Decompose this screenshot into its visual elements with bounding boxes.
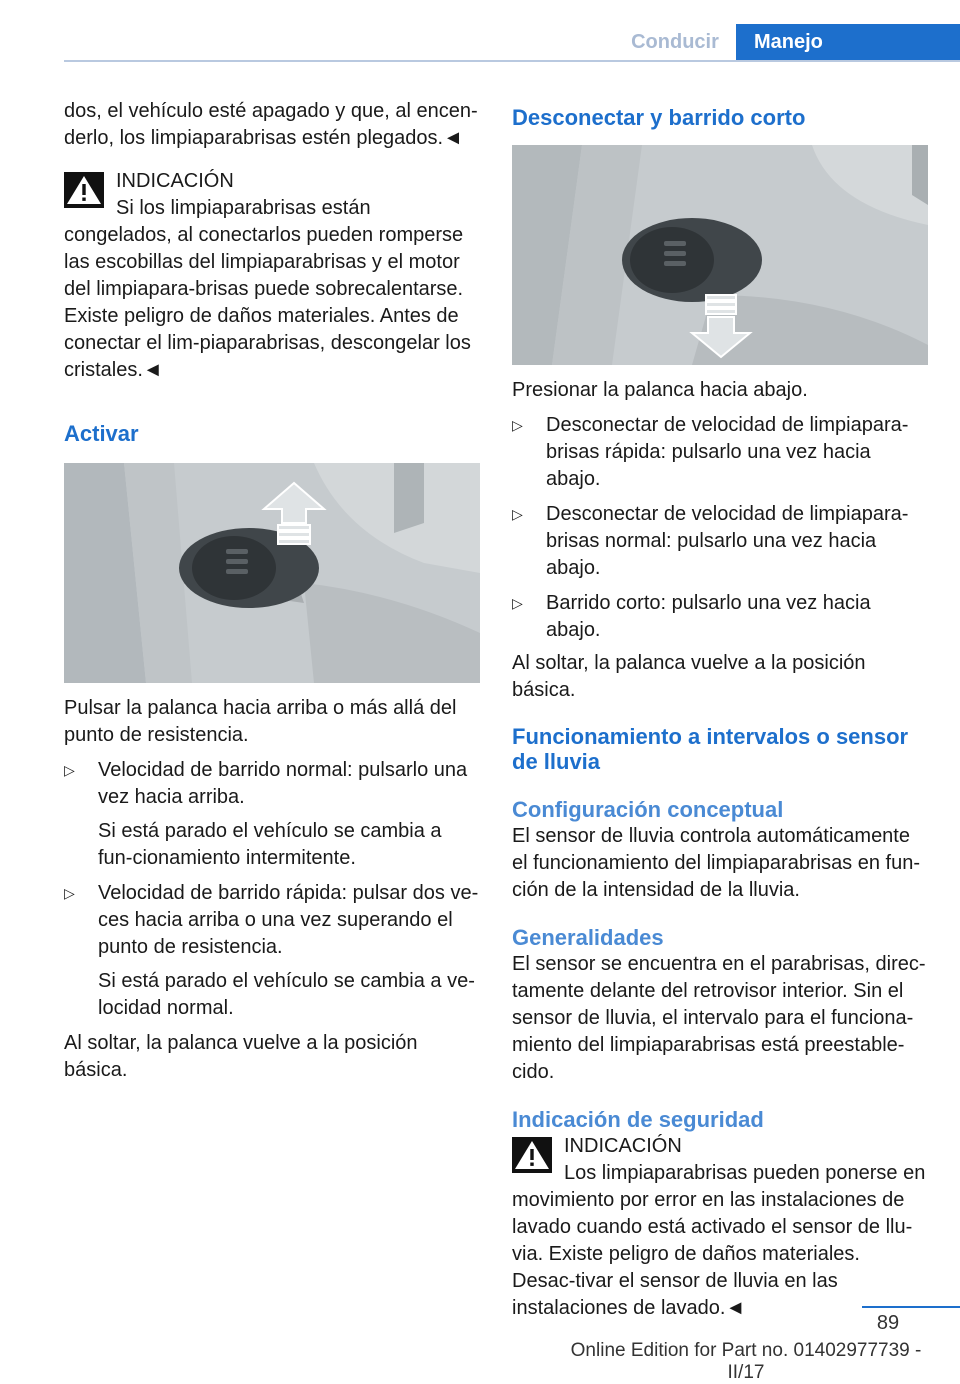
page-number: 89 [876, 1312, 900, 1334]
right-column [512, 98, 928, 1322]
list-item-continuation: Si está parado el vehículo se cambia a ve-locidad normal. [98, 970, 475, 1019]
list-item [64, 880, 480, 1022]
activar-release-text: Al soltar, la palanca vuelve a la posición básica. [64, 1032, 418, 1081]
footer-rule [862, 1306, 960, 1308]
list-item-text: Velocidad de barrido normal: pulsarlo una vez hacia arriba. [98, 759, 468, 808]
configuracion-text: El sensor de lluvia controla automáticamente el funcionamiento del limpiaparabrisas en fun-ción de la intensidad de la lluvia. [512, 825, 921, 901]
warning-triangle-icon [512, 1137, 552, 1173]
section-title-activar: Activar [64, 421, 139, 446]
generalidades-text: El sensor se encuentra en el parabrisas, direc-tamente delante del retrovisor interior. Sin el sensor de lluvia, el intervalo para el funciona-miento del limpiaparabrisas está preestable-cido. [512, 953, 926, 1083]
list-item-text: Barrido corto: pulsarlo una vez hacia abajo. [546, 592, 871, 641]
figure-lever-up [64, 463, 480, 683]
figure-lever-down [512, 145, 928, 365]
section-title-desconectar: Desconectar y barrido corto [512, 105, 806, 130]
warning-note-right [512, 1133, 928, 1322]
list-item [512, 590, 928, 644]
list-item-text: Desconectar de velocidad de limpiapara-brisas rápida: pulsarlo una vez hacia abajo. [546, 414, 909, 490]
warning-note-left [64, 168, 480, 384]
list-item [64, 757, 480, 872]
triangle-bullet-icon: ▷ [64, 762, 75, 778]
desconectar-list [512, 412, 928, 644]
subsection-title-configuracion: Configuración conceptual [512, 797, 784, 822]
warning-title: INDICACIÓN [564, 1135, 682, 1157]
triangle-bullet-icon: ▷ [512, 417, 523, 433]
list-item-continuation: Si está parado el vehículo se cambia a fun-cionamiento intermitente. [98, 820, 442, 869]
warning-text: Si los limpiaparabrisas están congelados, al conectarlos pueden romperse las escobillas del limpiaparabrisas y el motor del limpiapara-brisas puede sobrecalentarse. Existe peligro de daños materiales. Antes de conectar el lim-piaparabrisas, descongelar los cristales.◄ [64, 197, 471, 381]
subsection-title-seguridad: Indicación de seguridad [512, 1107, 764, 1132]
list-item-text: Desconectar de velocidad de limpiapara-brisas normal: pulsarlo una vez hacia abajo. [546, 503, 909, 579]
list-item [512, 412, 928, 493]
section-title-intervalos: Funcionamiento a intervalos o sensor de lluvia [512, 724, 909, 774]
activar-list [64, 757, 480, 1022]
edition-text: Online Edition for Part no. 01402977739 - II/17 [570, 1340, 922, 1383]
triangle-bullet-icon: ▷ [512, 595, 523, 611]
subsection-title-generalidades: Generalidades [512, 925, 664, 950]
desconectar-caption: Presionar la palanca hacia abajo. [512, 379, 808, 401]
list-item-text: Velocidad de barrido rápida: pulsar dos ve-ces hacia arriba o una vez superando el punto de resistencia. [98, 882, 479, 958]
left-column [64, 98, 480, 1084]
warning-triangle-icon [64, 172, 104, 208]
desconectar-release-text: Al soltar, la palanca vuelve a la posición básica. [512, 652, 866, 701]
triangle-bullet-icon: ▷ [64, 885, 75, 901]
header-rule [64, 60, 960, 62]
header-tab-manejo[interactable]: Manejo [736, 24, 960, 61]
warning-title: INDICACIÓN [116, 170, 234, 192]
header-tab-conducir[interactable]: Conducir [631, 31, 719, 53]
intro-text: dos, el vehículo esté apagado y que, al encen- derlo, los limpiaparabrisas estén plegados.◄ [64, 100, 478, 149]
list-item [512, 501, 928, 582]
warning-text: Los limpiaparabrisas pueden ponerse en movimiento por error en las instalaciones de lavado cuando está activado el sensor de llu-via. Existe peligro de daños materiales. Desac-tivar el sensor de lluvia en las instalaciones de lavado.◄ [512, 1162, 926, 1319]
activar-caption: Pulsar la palanca hacia arriba o más allá del punto de resistencia. [64, 697, 457, 746]
triangle-bullet-icon: ▷ [512, 506, 523, 522]
